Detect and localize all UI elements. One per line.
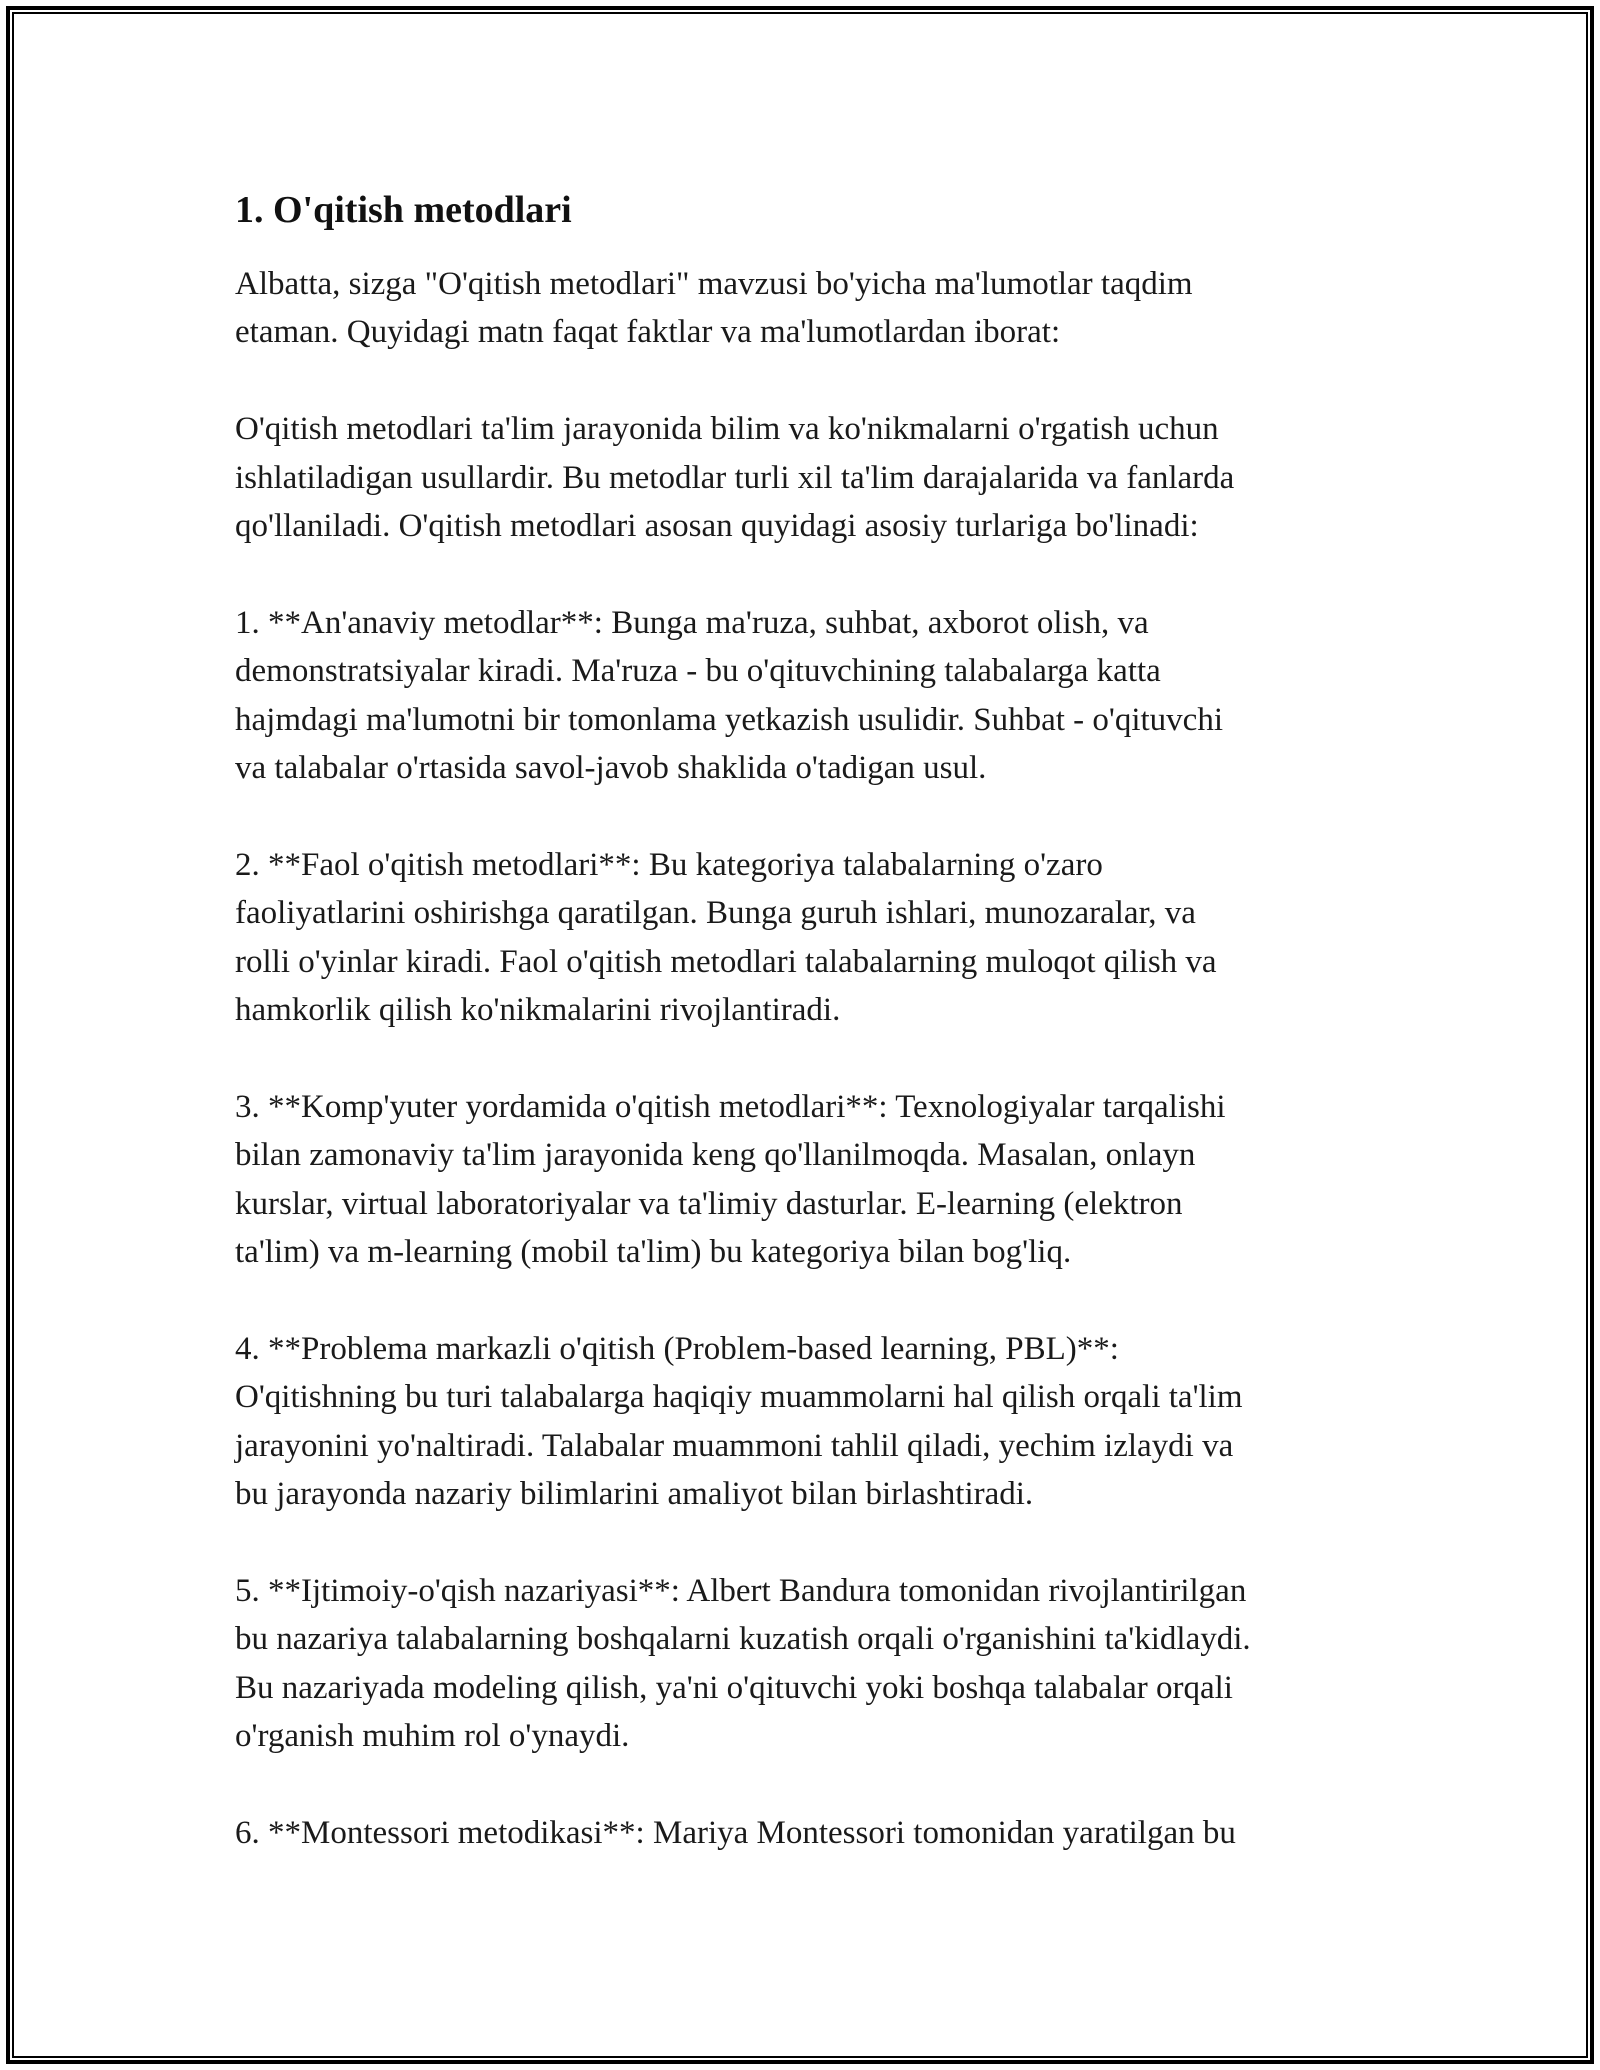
text-line: 1. **An'anaviy metodlar**: Bunga ma'ruza, suhbat, axborot olish, va — [235, 604, 1149, 641]
text-line: bu nazariya talabalarning boshqalarni kuzatish orqali o'rganishini ta'kidlaydi. — [235, 1621, 1251, 1658]
text-line: ta'lim) va m-learning (mobil ta'lim) bu kategoriya bilan bog'liq. — [235, 1234, 1072, 1271]
text-line: 3. **Komp'yuter yordamida o'qitish metodlari**: Texnologiyalar tarqalishi — [235, 1088, 1226, 1125]
text-line: Albatta, sizga "O'qitish metodlari" mavzusi bo'yicha ma'lumotlar taqdim — [235, 266, 1193, 302]
text-line: jarayonini yo'naltiradi. Talabalar muammoni tahlil qiladi, yechim izlaydi va — [235, 1427, 1234, 1464]
text-line: Bu nazariyada modeling qilish, ya'ni o'qituvchi yoki boshqa talabalar orqali — [235, 1669, 1233, 1706]
list-item-social-learning — [235, 1567, 1385, 1761]
text-line: hajmdagi ma'lumotni bir tomonlama yetkazish usulidir. Suhbat - o'qituvchi — [235, 701, 1224, 738]
text-line: va talabalar o'rtasida savol-javob shaklida o'tadigan usul. — [235, 750, 987, 787]
text-line: 4. **Problema markazli o'qitish (Problem-based learning, PBL)**: — [235, 1330, 1119, 1367]
paragraph-intro — [235, 260, 1385, 357]
text-line: bu jarayonda nazariy bilimlarini amaliyot bilan birlashtiradi. — [235, 1476, 1034, 1513]
text-line: o'rganish muhim rol o'ynaydi. — [235, 1718, 630, 1755]
text-line: O'qitish metodlari ta'lim jarayonida bilim va ko'nikmalarni o'rgatish uchun — [235, 411, 1219, 448]
paragraph-overview — [235, 405, 1385, 550]
text-line: ishlatiladigan usullardir. Bu metodlar turli xil ta'lim darajalarida va fanlarda — [235, 459, 1235, 496]
document-title: 1. O'qitish metodlari — [235, 189, 572, 231]
text-line: qo'llaniladi. O'qitish metodlari asosan quyidagi asosiy turlariga bo'linadi: — [235, 508, 1199, 545]
text-line: 2. **Faol o'qitish metodlari**: Bu kategoriya talabalarning o'zaro — [235, 846, 1103, 883]
text-line: demonstratsiyalar kiradi. Ma'ruza - bu o'qituvchining talabalarga katta — [235, 653, 1161, 690]
list-item-computer-methods — [235, 1083, 1385, 1277]
text-line: 5. **Ijtimoiy-o'qish nazariyasi**: Albert Bandura tomonidan rivojlantirilgan — [235, 1572, 1247, 1609]
list-item-problem-based-learning — [235, 1325, 1385, 1519]
text-line: faoliyatlarini oshirishga qaratilgan. Bunga guruh ishlari, munozaralar, va — [235, 895, 1196, 932]
list-item-active-methods — [235, 841, 1385, 1035]
document-body — [235, 186, 1385, 1906]
list-item-traditional-methods — [235, 599, 1385, 793]
text-line: kurslar, virtual laboratoriyalar va ta'limiy dasturlar. E-learning (elektron — [235, 1185, 1183, 1222]
text-line: 6. **Montessori metodikasi**: Mariya Montessori tomonidan yaratilgan bu — [235, 1814, 1236, 1851]
text-line: rolli o'yinlar kiradi. Faol o'qitish metodlari talabalarning muloqot qilish va — [235, 943, 1217, 980]
text-line: bilan zamonaviy ta'lim jarayonida keng qo'llanilmoqda. Masalan, onlayn — [235, 1137, 1196, 1174]
text-line: etaman. Quyidagi matn faqat faktlar va ma'lumotlardan iborat: — [235, 314, 1061, 351]
list-item-montessori — [235, 1809, 1385, 1857]
text-line: O'qitishning bu turi talabalarga haqiqiy muammolarni hal qilish orqali ta'lim — [235, 1379, 1243, 1416]
text-line: hamkorlik qilish ko'nikmalarini rivojlantiradi. — [235, 992, 841, 1029]
